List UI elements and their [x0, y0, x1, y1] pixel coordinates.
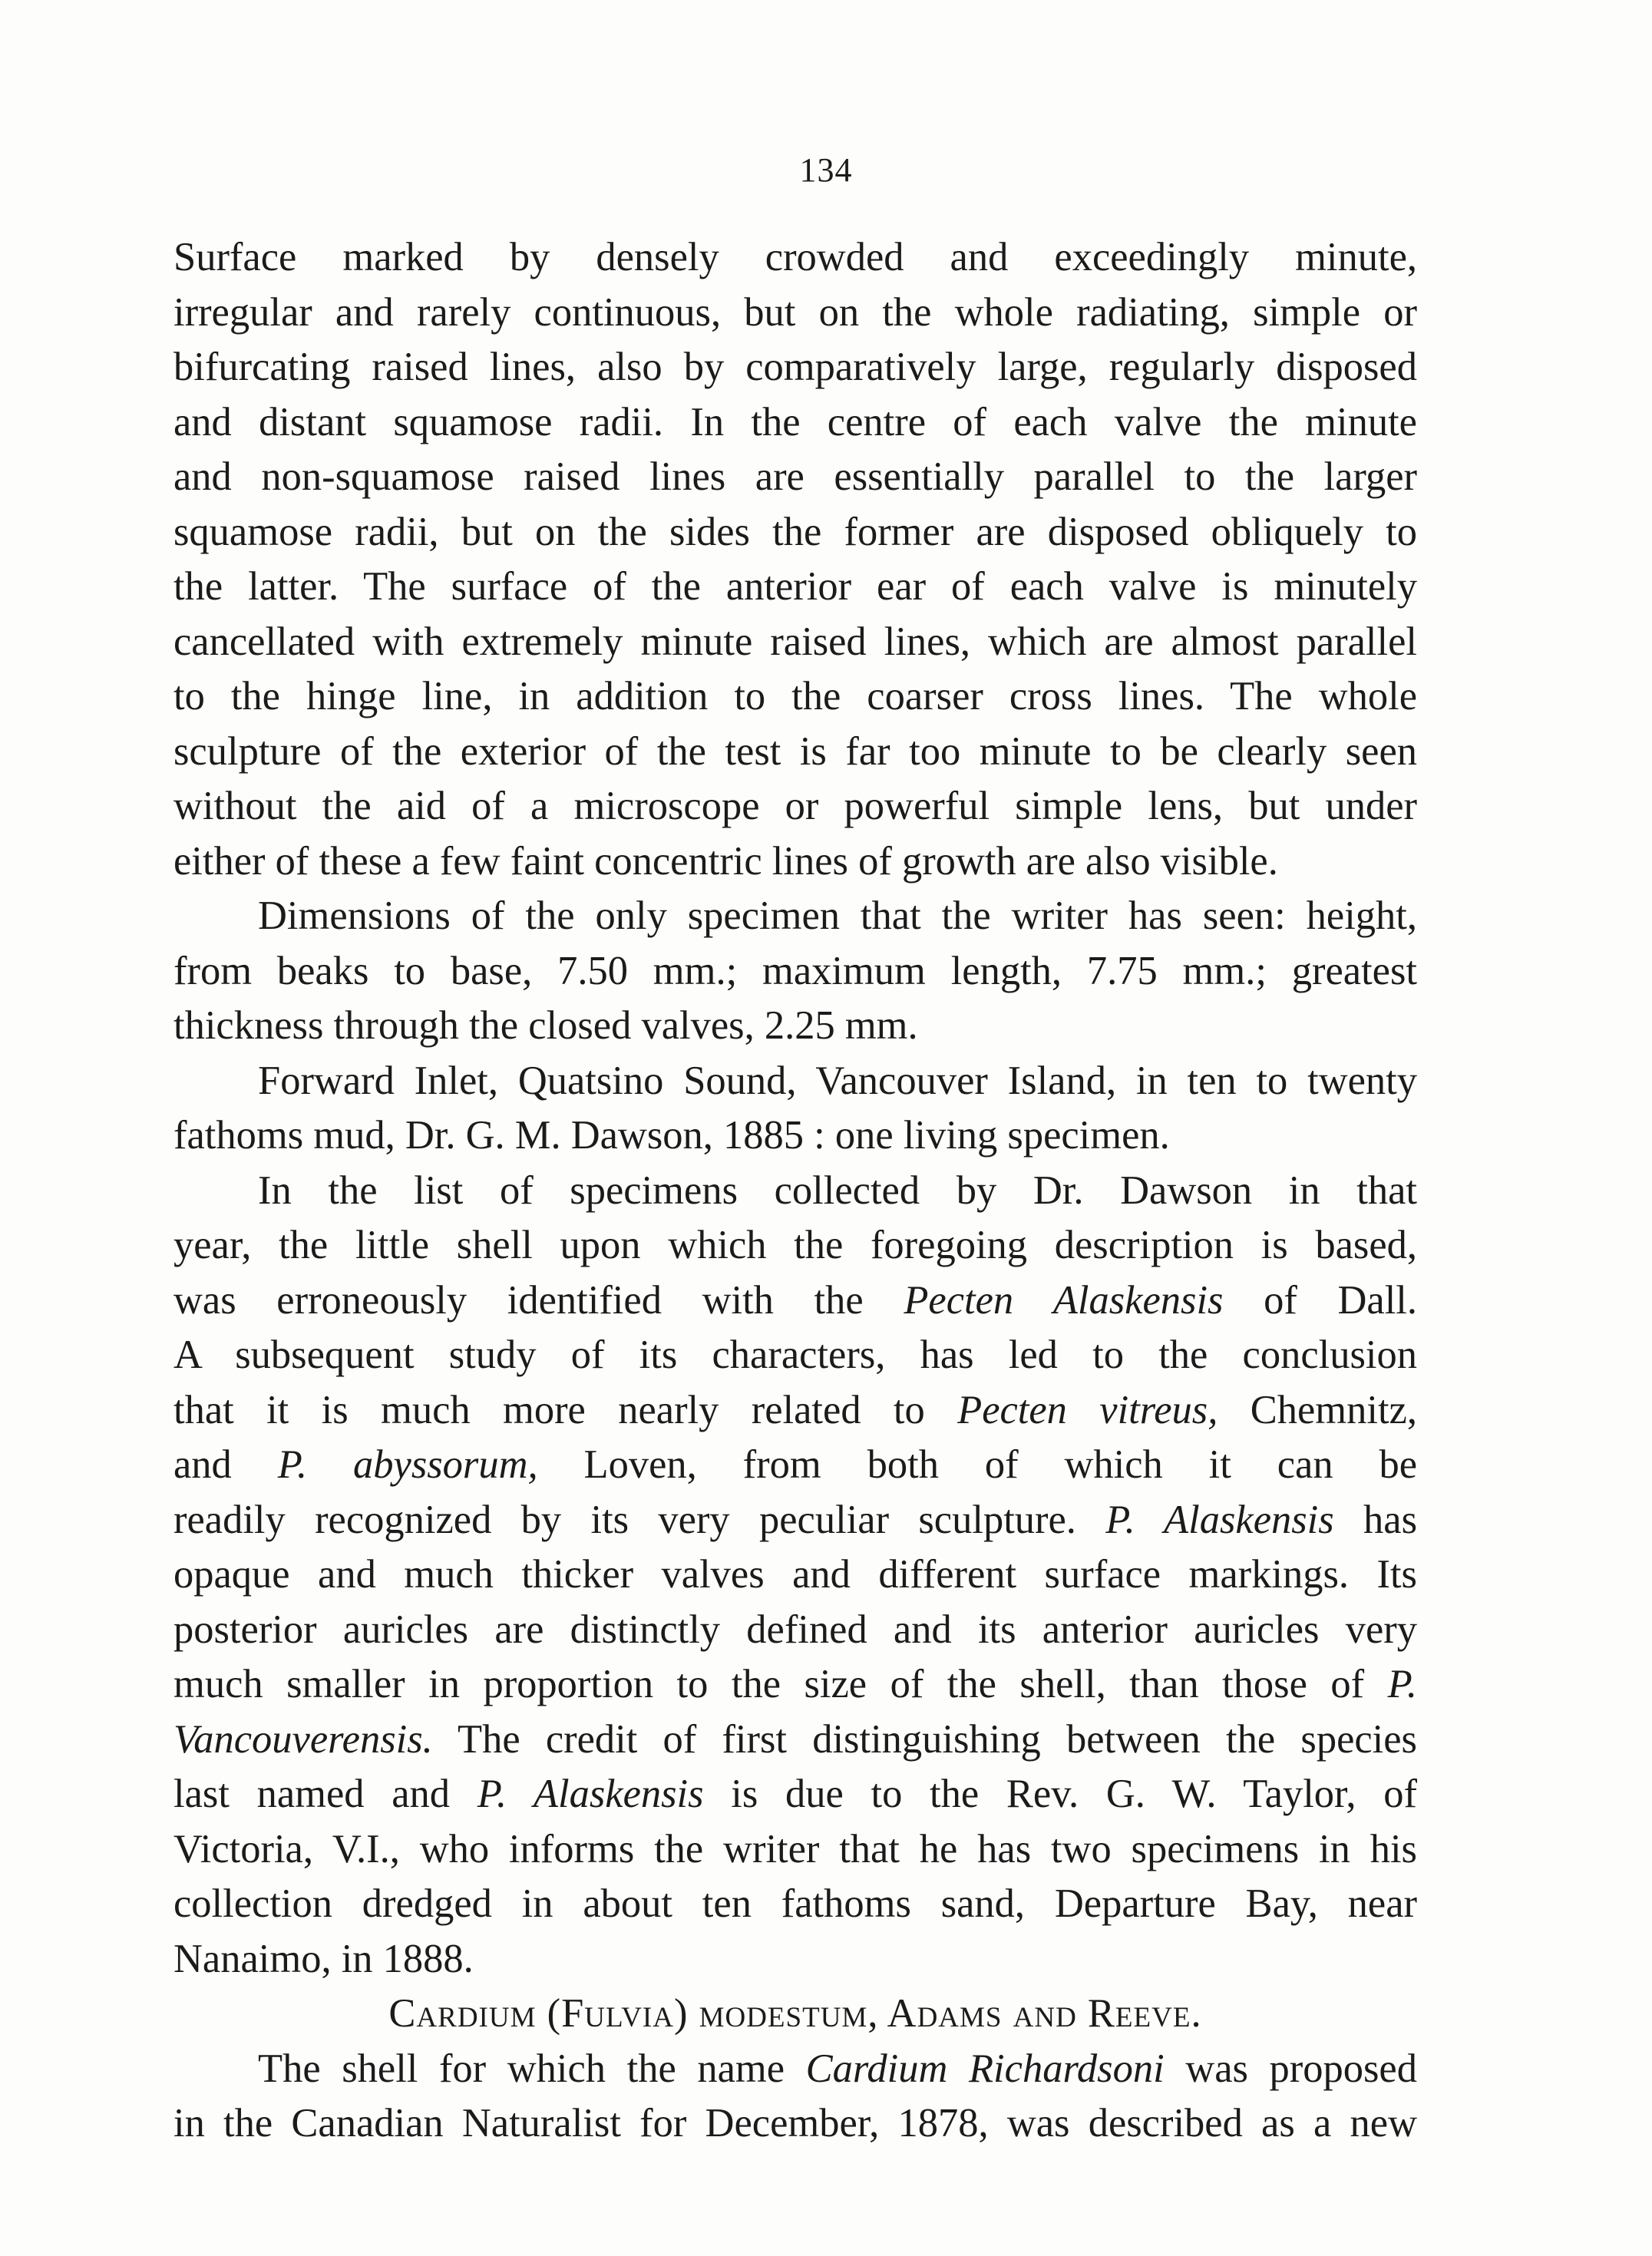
text-line: Nanaimo, in 1888. — [173, 1936, 474, 1981]
text-line: year, the little shell upon which the foregoing description is based, — [173, 1223, 1417, 1267]
text-segment: of Dall. — [1223, 1277, 1417, 1323]
text-line: and distant squamose radii. In the centre of each valve the minute — [173, 399, 1417, 444]
species-name: Vancouverensis. — [173, 1716, 433, 1762]
text-segment: has — [1333, 1497, 1418, 1542]
text-segment: that it is much more nearly related to — [173, 1387, 958, 1432]
text-line: collection dredged in about ten fathoms sand, Departure Bay, near — [173, 1881, 1417, 1926]
text-line: thickness through the closed valves, 2.25 mm. — [173, 1003, 918, 1048]
text-line: bifurcating raised lines, also by comparatively large, regularly disposed — [173, 345, 1417, 389]
species-name: P. abyssorum, — [277, 1442, 538, 1487]
species-name: P. — [1387, 1662, 1417, 1706]
text-segment: Chemnitz, — [1218, 1387, 1417, 1432]
species-name: P. Alaskensis — [477, 1772, 704, 1816]
text-line — [173, 1273, 1417, 1329]
text-line — [173, 1493, 1417, 1548]
text-segment: was erroneously identified with the — [173, 1277, 904, 1323]
text-line: posterior auricles are distinctly defined and its anterior auricles very — [173, 1607, 1417, 1652]
text-segment: last named and — [173, 1772, 477, 1816]
text-line: In the list of specimens collected by Dr. Dawson in that — [258, 1168, 1417, 1213]
text-segment: much smaller in proportion to the size of the shell, than those of — [173, 1662, 1388, 1706]
species-name: Pecten vitreus, — [957, 1387, 1218, 1432]
text-segment: is due to the Rev. G. W. Taylor, of — [703, 1772, 1417, 1816]
text-segment: readily recognized by its very peculiar sculpture. — [173, 1497, 1106, 1542]
species-name: P. Alaskensis — [1105, 1497, 1334, 1542]
text-line — [173, 1438, 1417, 1493]
text-line: the latter. The surface of the anterior ear of each valve is minutely — [173, 564, 1417, 609]
text-line — [173, 1713, 1417, 1768]
text-line: sculpture of the exterior of the test is far too minute to be clearly seen — [173, 728, 1417, 774]
text-line — [173, 1383, 1417, 1438]
text-line: irregular and rarely continuous, but on the whole radiating, simple or — [173, 289, 1417, 335]
species-name: Pecten Alaskensis — [904, 1277, 1224, 1323]
text-line: either of these a few faint concentric lines of growth are also visible. — [173, 838, 1278, 884]
text-line: fathoms mud, Dr. G. M. Dawson, 1885 : one living specimen. — [173, 1113, 1170, 1158]
text-line — [173, 1657, 1417, 1713]
text-line: in the Canadian Naturalist for December, 1878, was described as a new — [173, 2101, 1417, 2145]
text-line: and non-squamose raised lines are essentially parallel to the larger — [173, 454, 1417, 499]
text-segment: was proposed — [1164, 2046, 1417, 2091]
section-heading: Cardium (Fulvia) modestum, Adams and Reeve. — [388, 1991, 1202, 2036]
text-line — [173, 1767, 1417, 1822]
text-segment: and — [173, 1442, 278, 1487]
species-name: Cardium Richardsoni — [805, 2046, 1165, 2091]
body-text — [173, 230, 1417, 2152]
page-number: 134 — [799, 151, 853, 189]
text-line — [173, 2042, 1417, 2097]
text-segment: The shell for which the name — [258, 2046, 806, 2091]
text-line: opaque and much thicker valves and different surface markings. Its — [173, 1552, 1417, 1597]
text-line: cancellated with extremely minute raised lines, which are almost parallel — [173, 619, 1417, 664]
text-segment: The credit of first distinguishing between the species — [432, 1716, 1417, 1762]
text-line: to the hinge line, in addition to the coarser cross lines. The whole — [173, 674, 1417, 718]
text-line: Victoria, V.I., who informs the writer that he has two specimens in his — [173, 1826, 1417, 1871]
text-line: Dimensions of the only specimen that the writer has seen: height, — [258, 893, 1417, 938]
text-line: Forward Inlet, Quatsino Sound, Vancouver Island, in ten to twenty — [258, 1058, 1417, 1103]
text-line: A subsequent study of its characters, has led to the conclusion — [173, 1333, 1417, 1377]
text-line: without the aid of a microscope or powerful simple lens, but under — [173, 784, 1417, 828]
text-line: squamose radii, but on the sides the former are disposed obliquely to — [173, 509, 1417, 554]
text-segment: Loven, from both of which it can be — [537, 1442, 1418, 1487]
text-line: Surface marked by densely crowded and exceedingly minute, — [173, 235, 1417, 279]
text-line: from beaks to base, 7.50 mm.; maximum length, 7.75 mm.; greatest — [173, 948, 1417, 993]
